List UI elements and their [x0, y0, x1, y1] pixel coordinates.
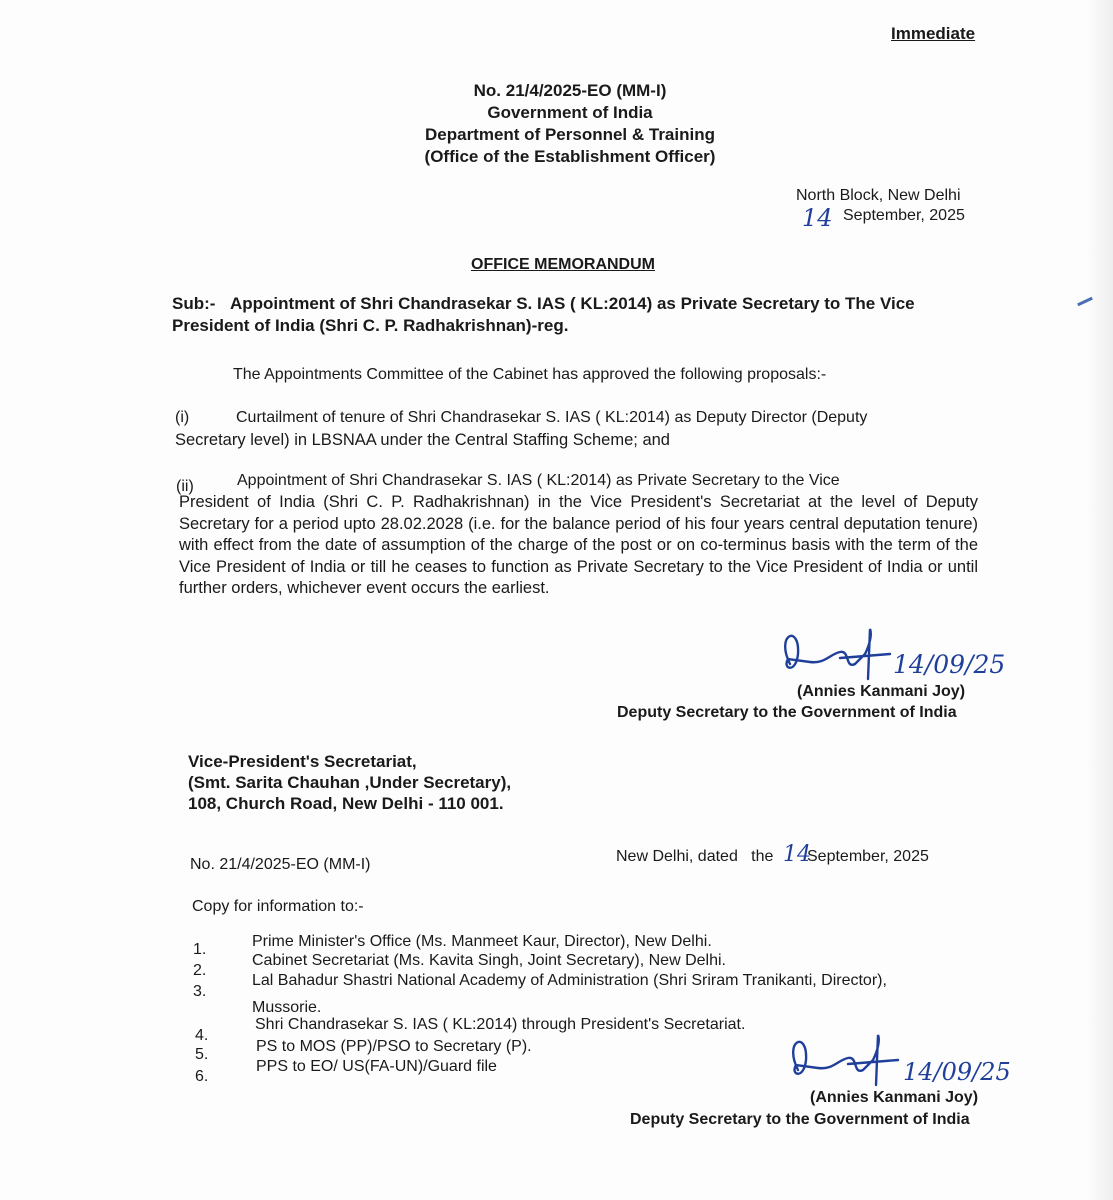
subject-line-2: President of India (Shri C. P. Radhakrishnan)-reg.: [172, 316, 569, 335]
signatory-name: (Annies Kanmani Joy): [797, 683, 966, 700]
office-name: (Office of the Establishment Officer): [424, 147, 716, 166]
copy-item-number: 3.: [193, 983, 207, 1000]
copy-item-number: 5.: [195, 1046, 209, 1063]
copy-item-number: 2.: [193, 962, 207, 979]
copy-handwritten-day: 14: [783, 842, 811, 867]
signature-mark: [770, 624, 900, 684]
copy-item-text: PPS to EO/ US(FA-UN)/Guard file: [256, 1058, 497, 1075]
proposal-text: President of India (Shri C. P. Radhakrishnan) in the Vice President's Secretariat at the level of Deputy Secretary for a period upto 28.02.2028 (i.e. for the balance period of his four years central deputation tenure) with effect from the date of assumption of the charge of the post or on co-terminus basis with the term of the Vice President of India or till he ceases to function as Private Secretary to the Vice President of India or until further orders, whichever event occurs the earliest.: [179, 493, 978, 597]
handwritten-day: 14: [802, 204, 833, 232]
priority-label: Immediate: [891, 24, 976, 43]
proposal-number: (ii): [176, 478, 194, 495]
proposal-first-line: Appointment of Shri Chandrasekar S. IAS ( KL:2014) as Private Secretary to the Vice: [237, 472, 840, 489]
copy-item-text: PS to MOS (PP)/PSO to Secretary (P).: [256, 1038, 532, 1055]
signatory-designation: Deputy Secretary to the Government of India: [617, 704, 957, 721]
copy-dated-prefix: New Delhi, dated the: [616, 848, 774, 865]
signature-date: 14/09/25: [903, 1058, 1011, 1086]
signatory-name: (Annies Kanmani Joy): [810, 1089, 979, 1106]
department-name: Department of Personnel & Training: [425, 125, 715, 144]
addressee-line-1: Vice-President's Secretariat,: [188, 752, 417, 771]
subject-label: Sub:-: [172, 294, 216, 313]
intro-paragraph: The Appointments Committee of the Cabinet has approved the following proposals:-: [233, 366, 827, 383]
file-number: No. 21/4/2025-EO (MM-I): [473, 81, 667, 100]
copy-heading: Copy for information to:-: [192, 898, 364, 915]
signature-mark: [778, 1030, 908, 1090]
copy-item-number: 1.: [193, 941, 207, 958]
header-block: [370, 80, 770, 168]
proposal-first-line: Curtailment of tenure of Shri Chandrasekar S. IAS ( KL:2014) as Deputy Director (Deputy: [236, 409, 868, 426]
copy-item-number: 6.: [195, 1068, 209, 1085]
page-edge-shadow: [1087, 0, 1113, 1200]
copy-item-text: Shri Chandrasekar S. IAS ( KL:2014) through President's Secretariat.: [255, 1016, 746, 1033]
government-name: Government of India: [487, 103, 653, 122]
addressee-line-3: 108, Church Road, New Delhi - 110 001.: [188, 794, 504, 813]
signature-date: 14/09/25: [893, 650, 1006, 679]
subject-line-1: Appointment of Shri Chandrasekar S. IAS ( KL:2014) as Private Secretary to The Vice: [230, 294, 915, 313]
memo-title: OFFICE MEMORANDUM: [471, 256, 655, 273]
copy-item-number: 4.: [195, 1027, 209, 1044]
proposal-text: Secretary level) in LBSNAA under the Central Staffing Scheme; and: [175, 431, 670, 449]
copy-file-number: No. 21/4/2025-EO (MM-I): [190, 856, 371, 873]
addressee-line-2: (Smt. Sarita Chauhan ,Under Secretary),: [188, 773, 512, 792]
copy-dated-suffix: September, 2025: [807, 848, 929, 865]
proposal-number: (i): [175, 409, 190, 426]
copy-item-text: Prime Minister's Office (Ms. Manmeet Kaur, Director), New Delhi.: [252, 933, 712, 950]
signatory-designation: Deputy Secretary to the Government of India: [630, 1111, 970, 1128]
copy-item-text-continued: Mussorie.: [252, 999, 322, 1016]
copy-item-text: Cabinet Secretariat (Ms. Kavita Singh, Joint Secretary), New Delhi.: [252, 952, 726, 969]
place: North Block, New Delhi: [796, 187, 961, 204]
date-text: September, 2025: [843, 207, 965, 224]
copy-item-text: Lal Bahadur Shastri National Academy of Administration (Shri Sriram Tranikanti, Director),: [252, 972, 887, 989]
